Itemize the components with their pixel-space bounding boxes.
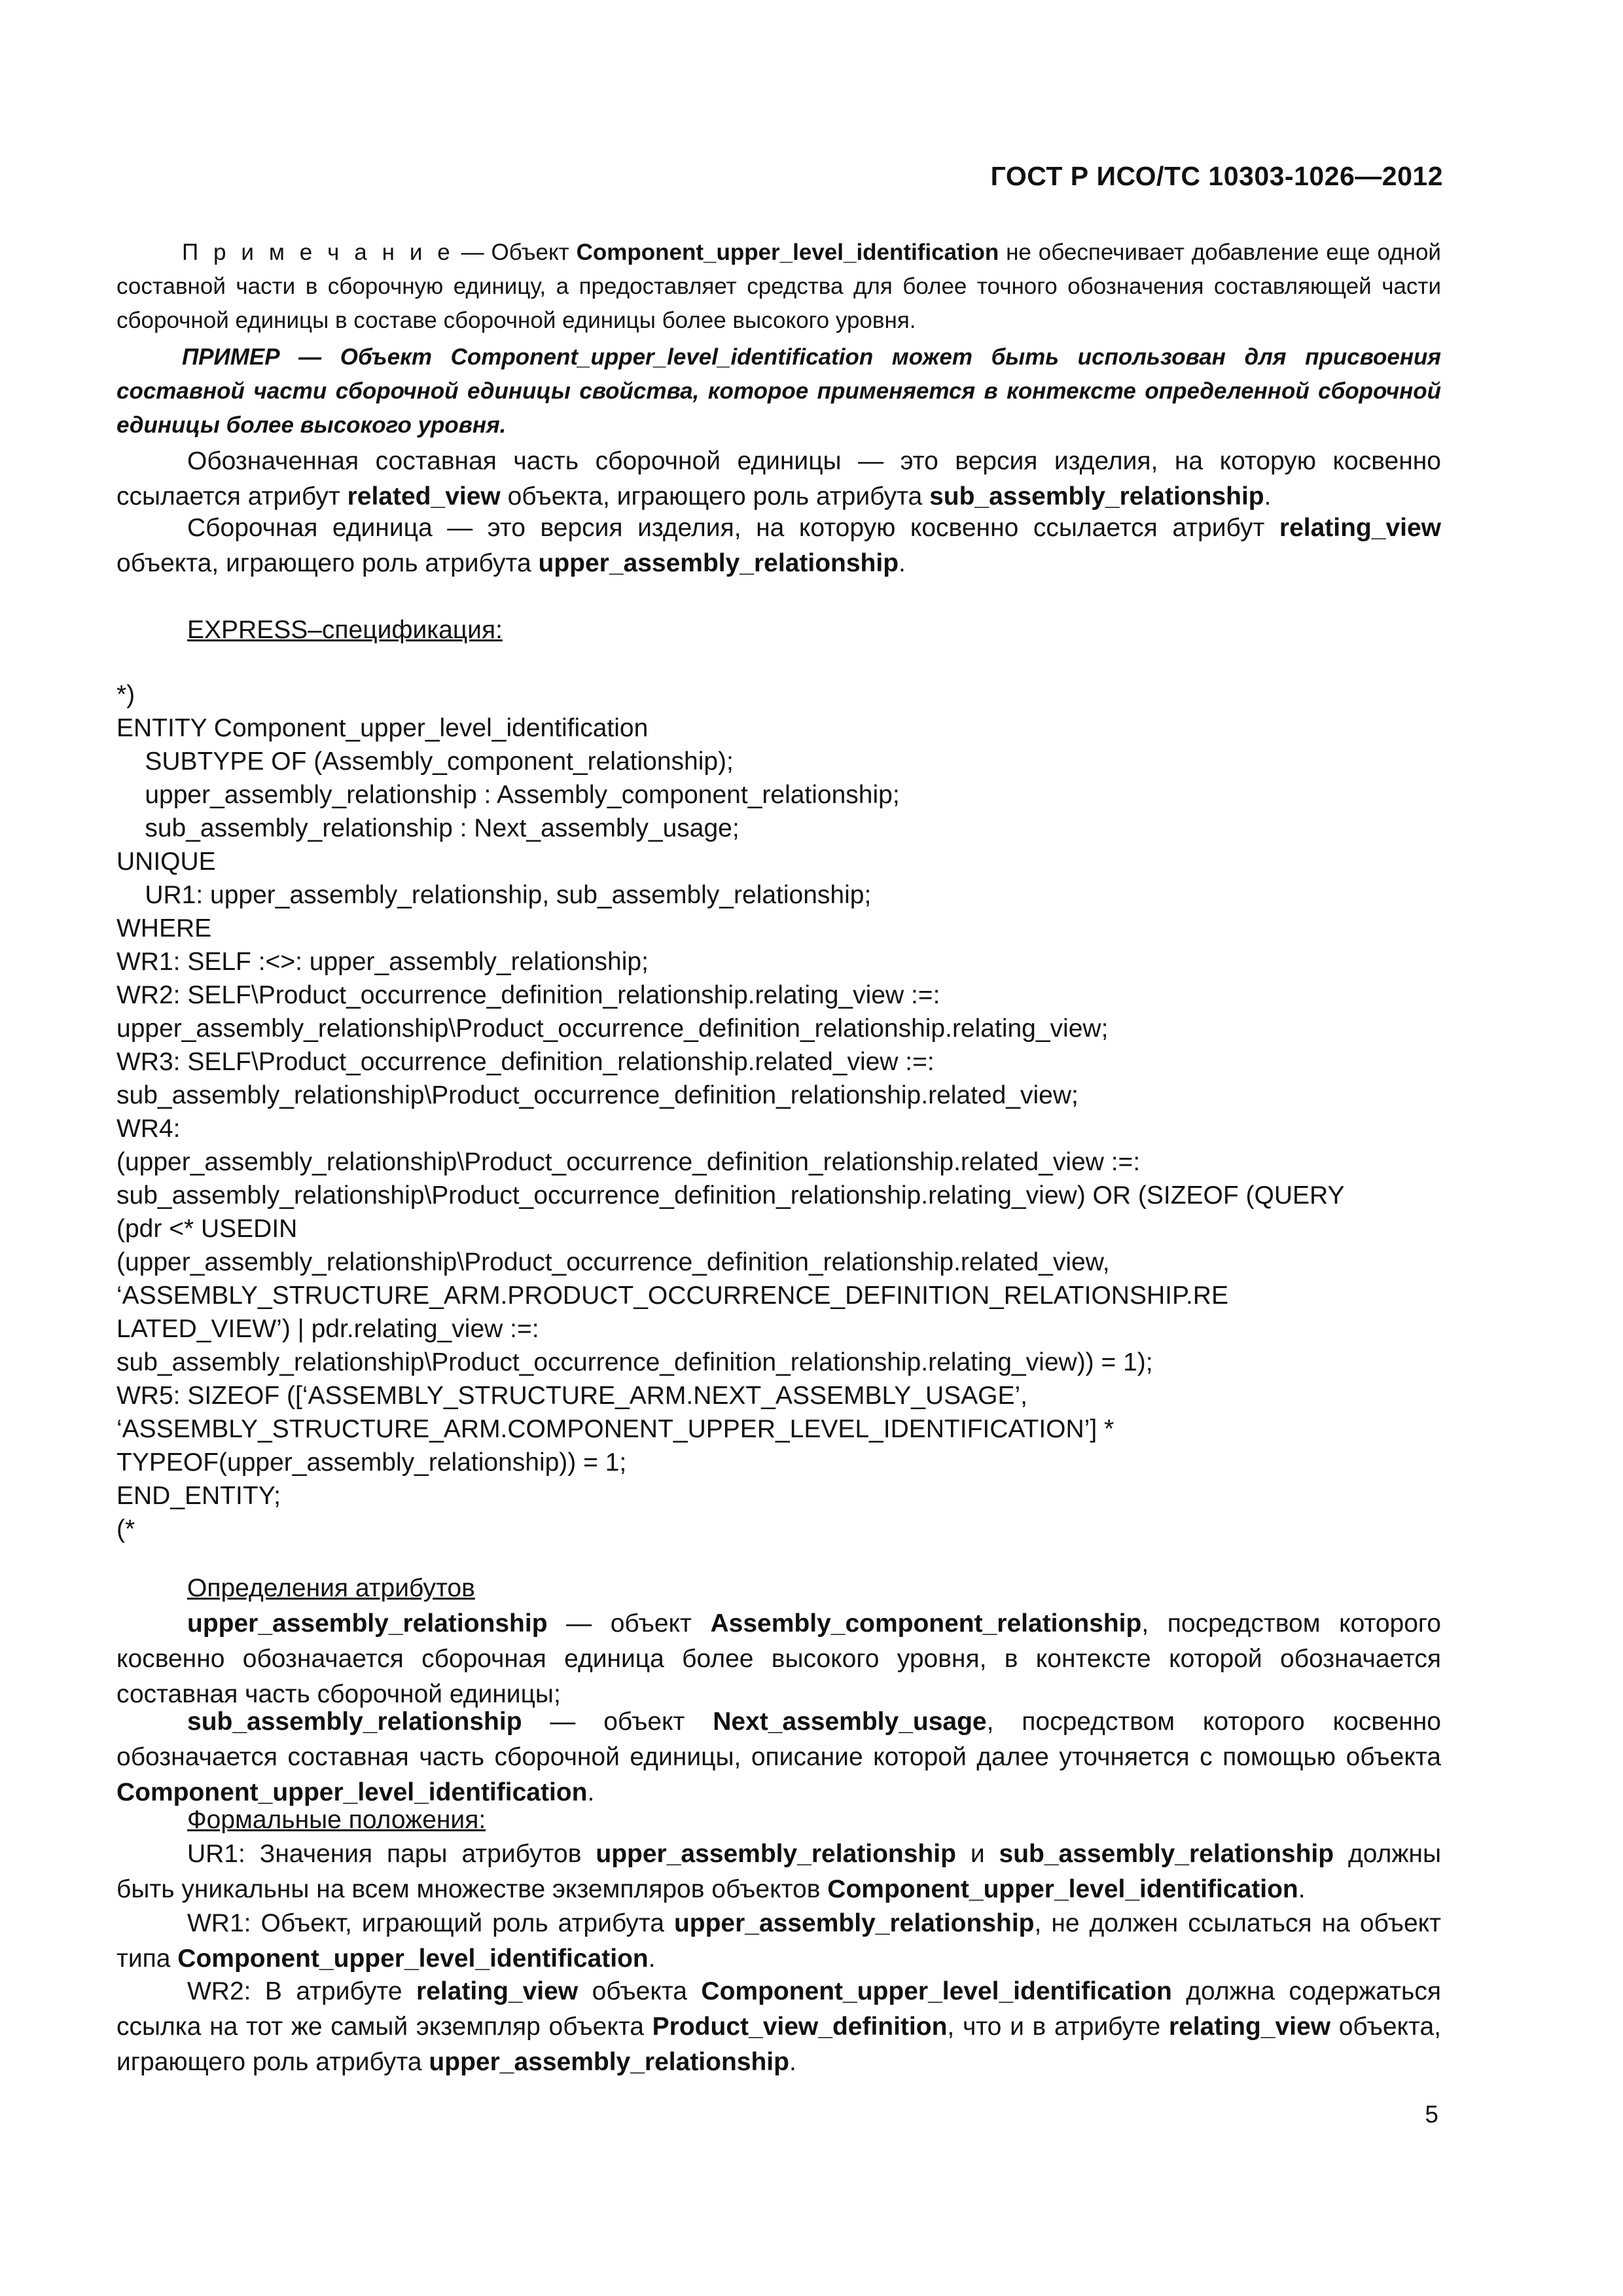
express-heading: EXPRESS–спецификация:: [187, 616, 503, 644]
bold-term: sub_assembly_relationship: [999, 1840, 1334, 1868]
formal-heading: Формальные положения:: [187, 1806, 486, 1834]
text-run: .: [899, 549, 906, 577]
text-run: объекта, играющего роль атрибута: [116, 549, 539, 577]
rule-wr2: [116, 1974, 1441, 2080]
note-paragraph: [116, 236, 1441, 338]
text-run: объекта, играющего роль атрибута: [500, 482, 930, 511]
text-run: WR2: В атрибуте: [187, 1977, 417, 2005]
bold-term: relating_view: [416, 1977, 579, 2005]
text-run: .: [1298, 1875, 1306, 1903]
bold-term: Product_view_definition: [652, 2013, 948, 2041]
bold-term: Component_upper_level_identification: [701, 1977, 1172, 2005]
text-run: , не должен ссылаться на объект типа: [116, 1909, 1441, 1973]
paragraph-relating-view: [116, 511, 1441, 581]
text-run: WR1: Объект, играющий роль атрибута: [187, 1909, 674, 1937]
attribute-upper-assembly: [116, 1606, 1441, 1712]
note-label: П р и м е ч а н и е: [182, 240, 454, 265]
text-run: , посредством которого косвенно обозначается сборочная единица более высокого уровня, в контексте которой обозначается составная часть сборочной единицы;: [116, 1609, 1441, 1708]
text-run: .: [789, 2048, 796, 2076]
rule-wr1: [116, 1906, 1441, 1977]
bold-term: Assembly_component_relationship: [710, 1609, 1142, 1638]
text-run: .: [587, 1778, 595, 1806]
text-run: объекта, играющего роль атрибута: [116, 2013, 1441, 2076]
text-run: объекта: [578, 1977, 702, 2005]
text-run: — объект: [547, 1609, 711, 1638]
bold-term: Component_upper_level_identification: [116, 1778, 588, 1806]
express-code-block: *) ENTITY Component_upper_level_identification SUBTYPE OF (Assembly_component_relationship); upper_assembly_relationship : Assembly_component_relationship; sub_assembly_relationship : Next_assembly_usage; UNIQUE UR1: upper_assembly_relationship, sub_assembly_relationship; WHERE WR1: SELF :<>: upper_assembly_relationship; WR2: SELF\Product_occurrence_definition_relationship.relating_view :=: upper_assembly_relationship\Product_occurrence_definition_relationship.relating_view; WR3: SELF\Product_occurrence_definition_relationship.related_view :=: sub_assembly_relationship\Product_occurrence_definition_relationship.related_view; WR4: (upper_assembly_relationship\Product_occurrence_definition_relationship.related_view :=: sub_assembly_relationship\Product_occurrence_definition_relationship.relating_view) OR (SIZEOF (QUERY (pdr <* USEDIN (upper_assembly_relationship\Product_occurrence_definition_relationship.related_view, ‘ASSEMBLY_STRUCTURE_ARM.PRODUCT_OCCURRENCE_DEFINITION_RELATIONSHIP.RE LATED_VIEW’) | pdr.relating_view :=: sub_assembly_relationship\Product_occurrence_definition_relationship.relating_view)) = 1); WR5: SIZEOF ([‘ASSEMBLY_STRUCTURE_ARM.NEXT_ASSEMBLY_USAGE’, ‘ASSEMBLY_STRUCTURE_ARM.COMPONENT_UPPER_LEVEL_IDENTIFICATION’] * TYPEOF(upper_assembly_relationship)) = 1; END_ENTITY; (*: [116, 681, 1345, 1543]
text-run: , посредством которого косвенно обозначается составная часть сборочной единицы, описание которой далее уточняется с помощью объекта: [116, 1708, 1441, 1771]
attributes-heading: Определения атрибутов: [187, 1574, 475, 1602]
text-run: .: [648, 1945, 656, 1973]
bold-term: upper_assembly_relationship: [673, 1909, 1035, 1937]
text-run: Обозначенная составная часть сборочной единицы — это версия изделия, на которую косвенно ссылается атрибут: [116, 447, 1441, 511]
bold-term: Component_upper_level_identification: [177, 1945, 649, 1973]
text-run: Сборочная единица — это версия изделия, на которую косвенно ссылается атрибут: [187, 514, 1279, 542]
text-run: должна содержаться ссылка на тот же самый экземпляр объекта: [116, 1977, 1441, 2041]
bold-term: related_view: [347, 482, 501, 511]
text-run: — объект: [522, 1708, 713, 1736]
text-run: должны быть уникальны на всем множестве экземпляров объектов: [116, 1840, 1441, 1903]
text-run: , что и в атрибуте: [947, 2013, 1169, 2041]
paragraph-related-view: [116, 444, 1441, 514]
bold-term: upper_assembly_relationship: [538, 549, 899, 577]
bold-term: upper_assembly_relationship: [596, 1840, 956, 1868]
note-text: не обеспечивает добавление еще одной составной части в сборочную единицу, а предоставляет средства для более точного обозначения составляющей части сборочной единицы в составе сборочной единицы более высокого уровня.: [116, 240, 1441, 333]
bold-term: relating_view: [1279, 514, 1441, 542]
note-dash: — Объект: [454, 240, 577, 265]
attribute-sub-assembly: [116, 1704, 1441, 1810]
example-paragraph: ПРИМЕР — Объект Component_upper_level_identification может быть использован для присвоения составной части сборочной единицы свойства, которое применяется в контексте определенной сборочной единицы более высокого уровня.: [116, 344, 1441, 438]
standard-code-header: ГОСТ Р ИСО/ТС 10303-1026—2012: [990, 161, 1443, 191]
page-number: 5: [1425, 2101, 1438, 2128]
attribute-name: sub_assembly_relationship: [187, 1708, 522, 1736]
text-run: и: [955, 1840, 999, 1868]
bold-term: Component_upper_level_identification: [827, 1875, 1298, 1903]
bold-term: Next_assembly_usage: [713, 1708, 987, 1736]
bold-term: upper_assembly_relationship: [429, 2048, 789, 2076]
note-entity: Component_upper_level_identification: [576, 240, 999, 265]
bold-term: relating_view: [1168, 2013, 1331, 2041]
attribute-name: upper_assembly_relationship: [187, 1609, 548, 1638]
rule-ur1: [116, 1837, 1441, 1907]
text-run: UR1: Значения пары атрибутов: [187, 1840, 596, 1868]
bold-term: sub_assembly_relationship: [929, 482, 1264, 511]
text-run: .: [1264, 482, 1272, 511]
